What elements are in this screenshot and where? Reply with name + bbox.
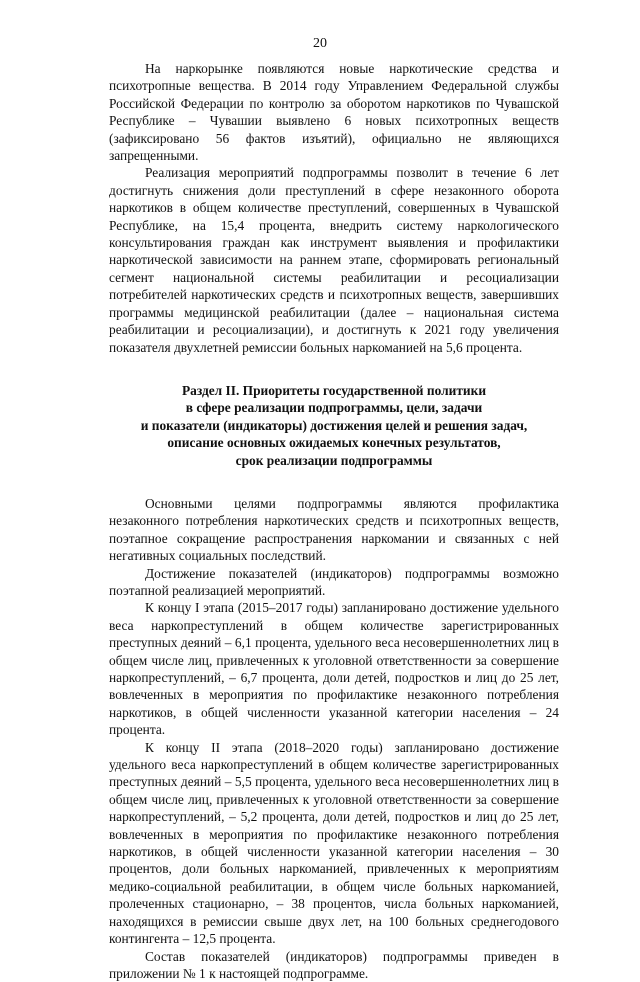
- page-number: 20: [0, 36, 640, 52]
- section-heading-line: Раздел II. Приоритеты государственной политики: [109, 382, 559, 399]
- paragraph-stage-1: К концу I этапа (2015–2017 годы) запланировано достижение удельного веса наркопреступлений в общем количестве зарегистрированных преступных деяний – 6,1 процента, удельного веса несовершеннолетних лиц в общем числе лиц, привлеченных к уголовной ответственности за совершение наркопреступлений, – 6,7 процента, доли детей, подростков и лиц до 25 лет, вовлеченных в мероприятия по профилактике незаконного потребления наркотиков, в общей численности указанной категории населения – 24 процента.: [109, 599, 559, 738]
- section-heading: [109, 382, 559, 469]
- page-content: [109, 60, 559, 982]
- paragraph-goals: Основными целями подпрограммы являются профилактика незаконного потребления наркотических средств и психотропных веществ, поэтапное сокращение распространения наркомании и связанных с ней негативных социальных последствий.: [109, 495, 559, 565]
- paragraph-new-substances: На наркорынке появляются новые наркотические средства и психотропные вещества. В 2014 году Управлением Федеральной службы Российской Федерации по контролю за оборотом наркотиков по Чувашской Республике – Чувашии выявлено 6 новых психотропных веществ (зафиксировано 56 фактов изъятий), официально не являющихся запрещенными.: [109, 60, 559, 164]
- section-heading-line: и показатели (индикаторы) достижения целей и решения задач,: [109, 417, 559, 434]
- paragraph-indicators: Достижение показателей (индикаторов) подпрограммы возможно поэтапной реализацией мероприятий.: [109, 565, 559, 600]
- section-heading-line: в сфере реализации подпрограммы, цели, задачи: [109, 399, 559, 416]
- paragraph-stage-2: К концу II этапа (2018–2020 годы) запланировано достижение удельного веса наркопреступлений в общем количестве зарегистрированных преступных деяний – 5,5 процента, удельного веса несовершеннолетних лиц в общем числе лиц, привлеченных к уголовной ответственности за совершение наркопреступлений, – 5,2 процента, доли детей, подростков и лиц до 25 лет, вовлеченных в мероприятия по профилактике незаконного потребления наркотиков, в общей численности указанной категории населения – 30 процентов, доли больных наркоманией, привлеченных к мероприятиям медико-социальной реабилитации, в общем числе больных наркоманией, пролеченных стационарно, – 38 процентов, числа больных наркоманией, находящихся в ремиссии свыше двух лет, на 100 больных среднегодового контингента – 12,5 процента.: [109, 739, 559, 948]
- paragraph-appendix-reference: Состав показателей (индикаторов) подпрограммы приведен в приложении № 1 к настоящей подпрограмме.: [109, 948, 559, 982]
- paragraph-expected-results: Реализация мероприятий подпрограммы позволит в течение 6 лет достигнуть снижения доли преступлений в сфере незаконного оборота наркотиков в общем количестве преступлений, совершенных в Чувашской Республике, на 15,4 процента, внедрить систему наркологического консультирования граждан как инструмент выявления и профилактики наркотической зависимости на раннем этапе, сформировать региональный сегмент национальной системы реабилитации и ресоциализации потребителей наркотических средств и психотропных веществ, завершивших программы медицинской реабилитации (далее – национальная система реабилитации и ресоциализации), и достигнуть к 2021 году увеличения показателя двухлетней ремиссии больных наркоманией на 5,6 процента.: [109, 164, 559, 355]
- section-heading-line: срок реализации подпрограммы: [109, 452, 559, 469]
- section-heading-line: описание основных ожидаемых конечных результатов,: [109, 434, 559, 451]
